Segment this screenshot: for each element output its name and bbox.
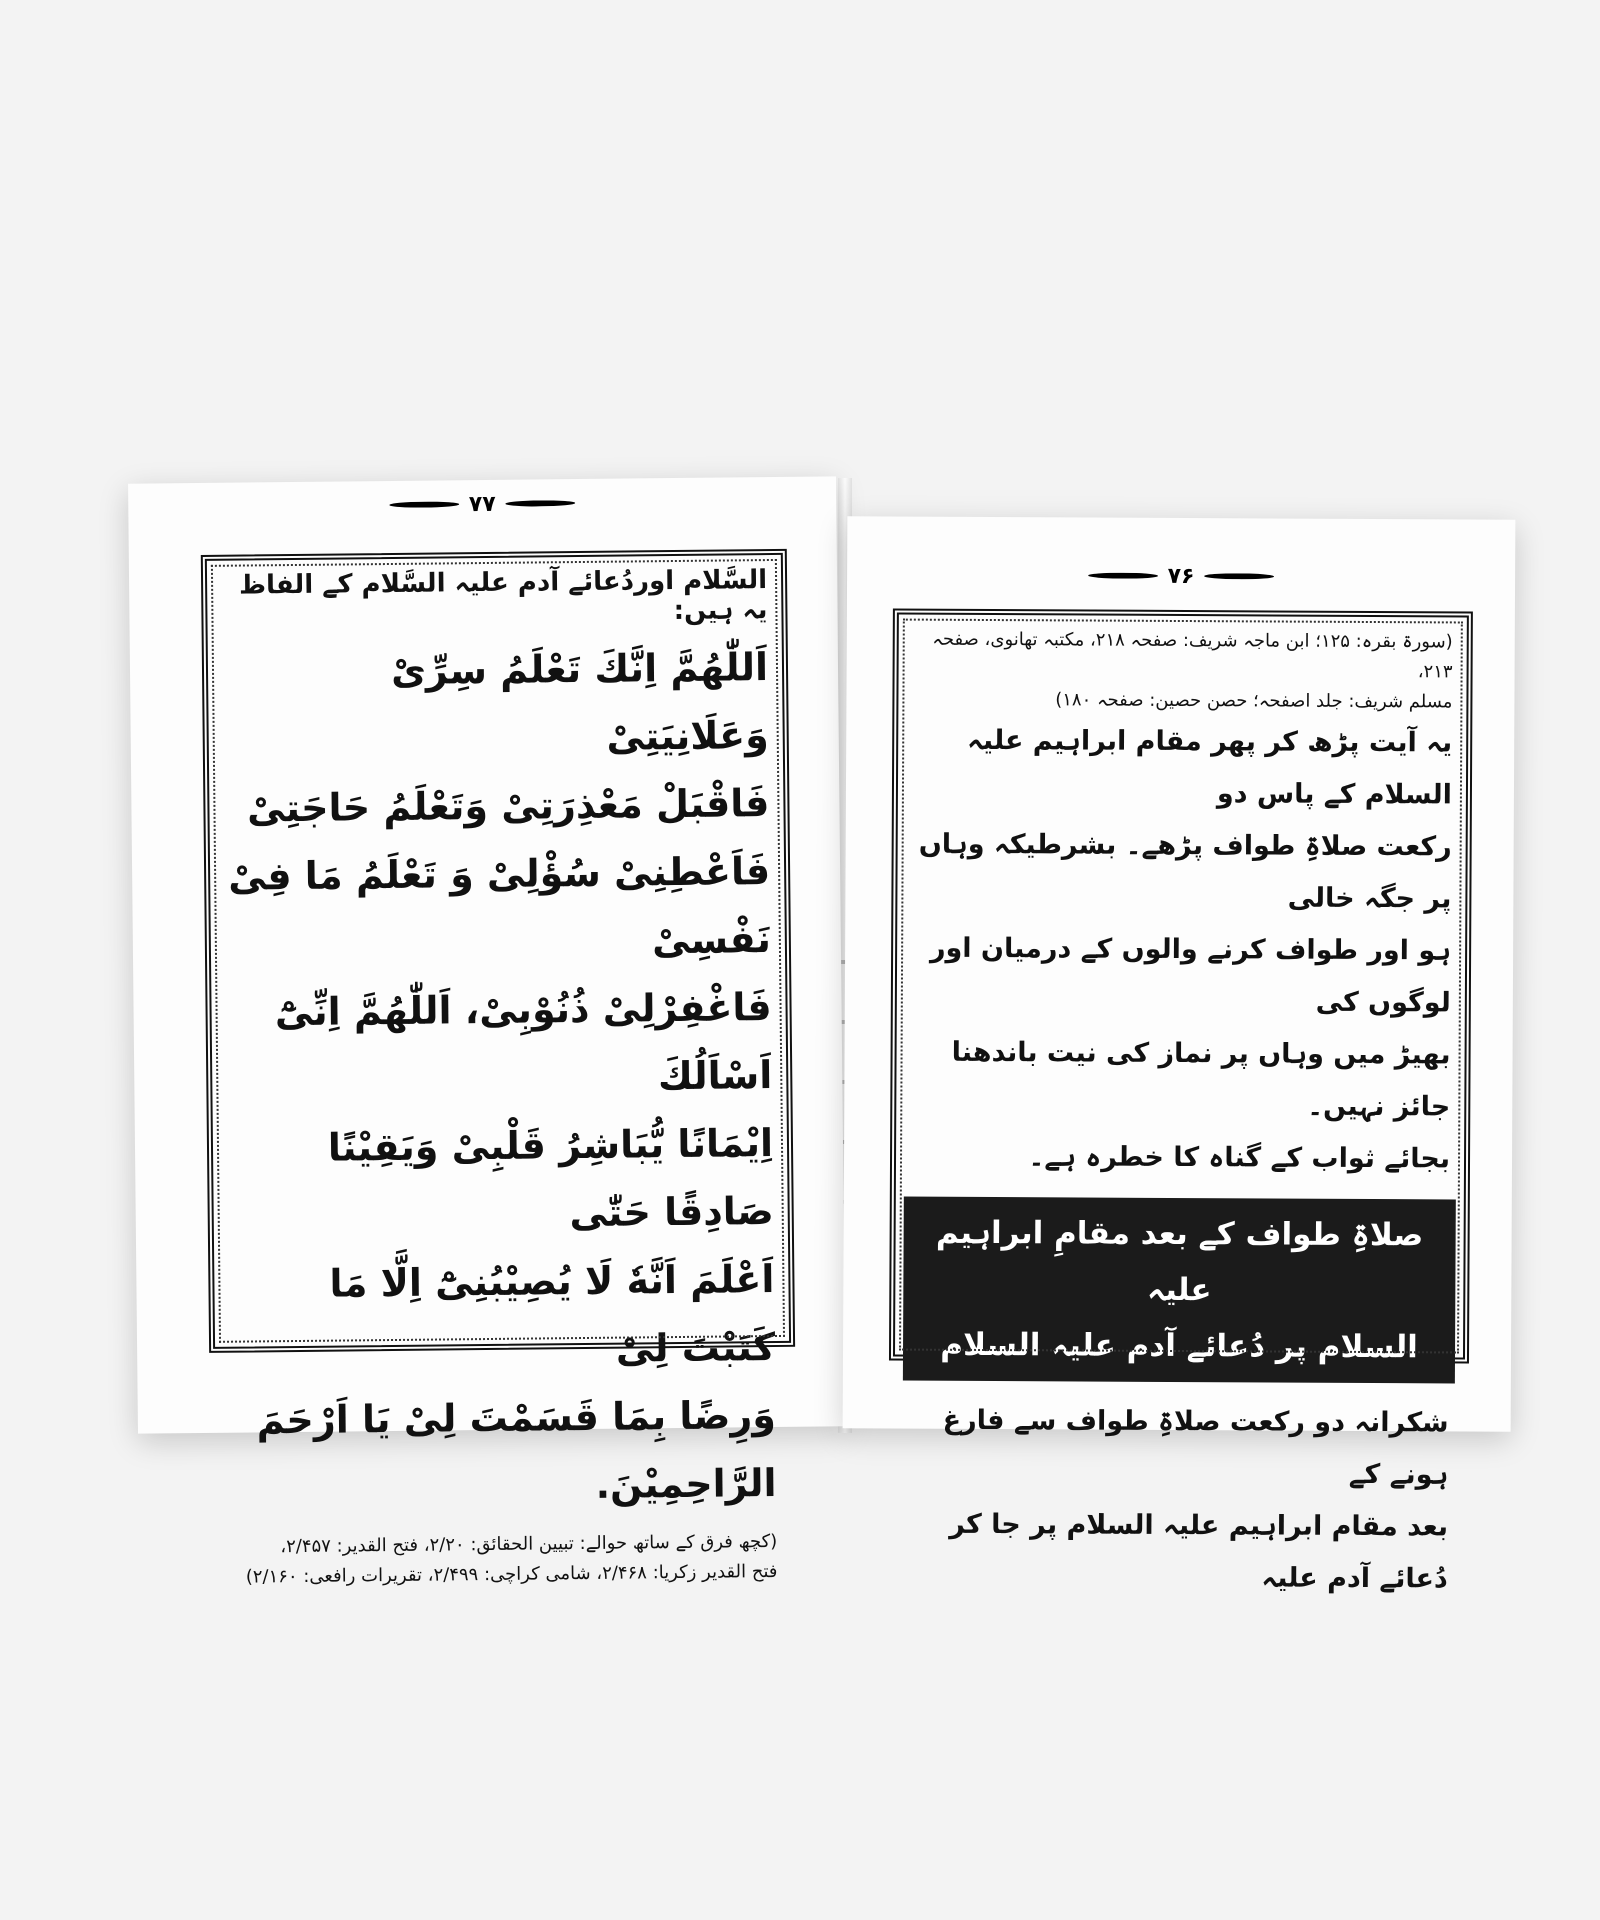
ornament-bar <box>1204 573 1274 579</box>
section-heading-band <box>903 1197 1456 1384</box>
right-page <box>843 516 1516 1595</box>
paragraph-line: بجائے ثواب کے گناہ کا خطرہ ہے۔ <box>1028 1141 1451 1175</box>
section-heading-line: صلاۃِ طواف کے بعد مقامِ ابراہیم علیہ <box>935 1214 1424 1309</box>
dua-line: فَاقْبَلْ مَعْذِرَتِیْ وَتَعْلَمُ حَاجَتِیْ <box>246 781 770 831</box>
paragraph-line: بھیڑ میں وہاں پر نماز کی نیت باندھنا جائز نہیں۔ <box>951 1036 1451 1123</box>
ornament-bar <box>506 500 576 507</box>
closing-line: شکرانہ دو رکعت صلاۃِ طواف سے فارغ ہونے کے <box>942 1404 1449 1491</box>
right-reference <box>912 625 1452 718</box>
right-page-number-ornament <box>847 560 1515 591</box>
ornament-bar <box>1088 573 1158 579</box>
right-page-frame <box>889 608 1473 1595</box>
dua-line: فَاغْفِرْلِیْ ذُنُوْبِیْ، اَللّٰھُمَّ اِنِّیْٓ اَسْاَلُكَ <box>274 985 773 1099</box>
paragraph-line: یہ آیت پڑھ کر پھر مقام ابراہیم علیہ السلام کے پاس دو <box>967 724 1453 811</box>
dua-line: وَرِضًا بِمَا قَسَمْتَ لِیْ یَا اَرْحَمَ الرَّاحِمِیْنَ. <box>256 1393 777 1507</box>
right-page-number: ۷۶ <box>1167 563 1195 589</box>
reference-line: مسلم شریف: جلد اصفحہ؛ حصن حصین: صفحہ ۱۸۰) <box>1055 689 1453 713</box>
left-reference <box>231 1527 778 1593</box>
paragraph-line: ہو اور طواف کرنے والوں کے درمیان اور لوگوں کی <box>929 932 1452 1019</box>
reference-line: فتح القدیر زکریا: ۲/۴۶۸، شامی کراچی: ۲/۴۹۹، تقریرات رافعی: ۲/۱۶۰) <box>245 1560 778 1588</box>
paragraph-line: رکعت صلاۃِ طواف پڑھے۔ بشرطیکہ وہاں پر جگہ خالی <box>918 828 1452 915</box>
left-page-frame <box>201 549 795 1588</box>
dua-line: اِیْمَانًا یُّبَاشِرُ قَلْبِیْ وَیَقِیْنًا صَادِقًا حَتّٰی <box>327 1121 774 1236</box>
left-page-number-ornament <box>128 486 836 521</box>
dua-line: اَللّٰھُمَّ اِنَّكَ تَعْلَمُ سِرِّیْ وَعَلَانِیَتِیْ <box>390 645 769 759</box>
section-heading-line: السلام پر دُعائے آدم علیہ السلام <box>940 1326 1418 1366</box>
ornament-bar <box>389 501 459 508</box>
reference-line: (کچھ فرق کے ساتھ حوالے: تبیین الحقائق: ۲/۲۰، فتح القدیر: ۲/۴۵۷، <box>280 1530 778 1558</box>
left-heading: السَّلام اوردُعائے آدم علیہ السَّلام کے الفاظ یہ ہیں: <box>238 565 768 627</box>
left-page-number: ۷۷ <box>468 491 496 517</box>
closing-line: بعد مقام ابراہیم علیہ السلام پر جا کر دُعائے آدم علیہ <box>949 1508 1449 1595</box>
dua-line: فَاَعْطِنِیْ سُؤْلِیْ وَ تَعْلَمُ مَا فِیْ نَفْسِیْ <box>228 849 772 963</box>
dua-line: اَعْلَمَ اَنَّهٗ لَا یُصِیْبُنِیْٓ اِلَّا مَا كَتَبْتَ لِیْ <box>329 1257 776 1371</box>
reference-line: (سورۃ بقرہ: ۱۲۵؛ ابن ماجہ شریف: صفحہ ۲۱۸، مکتبہ تھانوی، صفحہ ۲۱۳، <box>932 628 1453 683</box>
left-page <box>128 476 846 1588</box>
